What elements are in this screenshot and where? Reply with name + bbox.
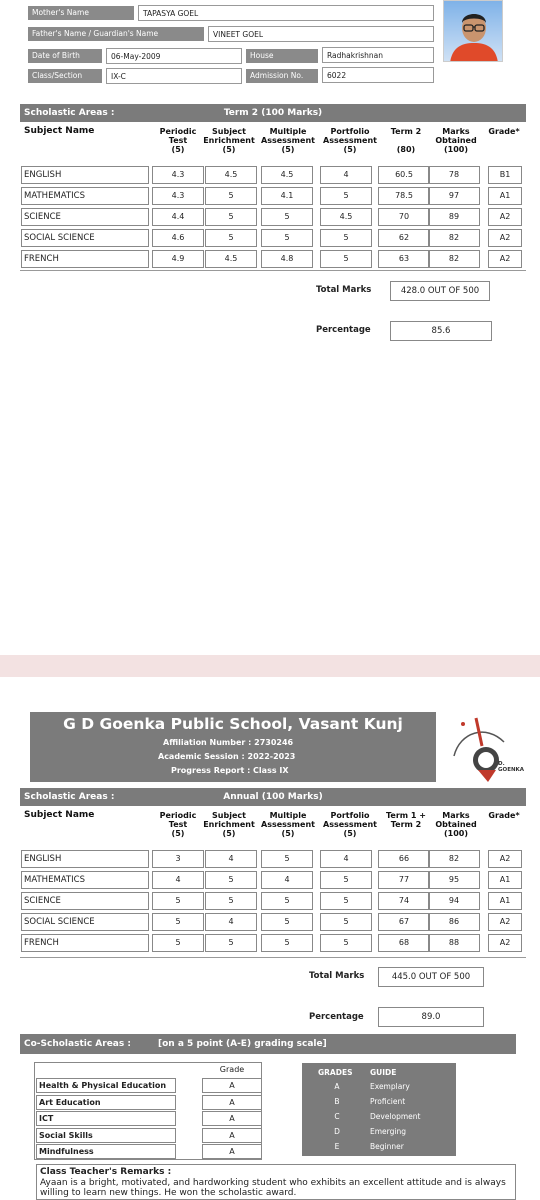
annual-header-7: Grade* [488, 811, 520, 820]
annual-cell-col6: 82 [428, 850, 480, 868]
school-logo [446, 712, 532, 784]
term2-cell-col6: 89 [428, 208, 480, 226]
term2-subject-name: MATHEMATICS [21, 187, 149, 205]
term2-subject-name: FRENCH [21, 250, 149, 268]
annual-cell-col3: 5 [261, 892, 313, 910]
term2-cell-col6: 97 [428, 187, 480, 205]
mother-name-value: TAPASYA GOEL [138, 5, 434, 21]
annual-cell-col2: 5 [205, 934, 257, 952]
guide-grade-letter: A [334, 1082, 340, 1091]
annual-band [20, 788, 526, 806]
term2-cell-col5: 62 [378, 229, 430, 247]
term2-cell-col3: 5 [261, 229, 313, 247]
school-logo-text: D. GOENKA [498, 761, 525, 773]
term2-cell-col6: 82 [428, 250, 480, 268]
annual-cell-col6: 94 [428, 892, 480, 910]
term2-subject-name: SCIENCE [21, 208, 149, 226]
term2-cell-col6: 78 [428, 166, 480, 184]
term2-cell-col2: 5 [205, 208, 257, 226]
term2-header-5: Term 2 (80) [390, 127, 422, 154]
annual-header-1: Periodic Test (5) [159, 811, 197, 838]
annual-cell-col6: 86 [428, 913, 480, 931]
term2-percentage-label: Percentage [316, 325, 371, 335]
coscholastic-grade: A [202, 1111, 262, 1126]
term2-cell-col1: 4.6 [152, 229, 204, 247]
term2-cell-col6: 82 [428, 229, 480, 247]
term2-cell-col2: 4.5 [205, 166, 257, 184]
annual-cell-col5: 67 [378, 913, 430, 931]
guide-grade-letter: B [334, 1097, 340, 1106]
annual-cell-col7: A1 [488, 871, 522, 889]
term2-subject-name: ENGLISH [21, 166, 149, 184]
annual-subject-name: SOCIAL SCIENCE [21, 913, 149, 931]
term2-header-7: Grade* [488, 127, 520, 136]
annual-header-4: Portfolio Assessment (5) [323, 811, 377, 838]
annual-header-0: Subject Name [24, 810, 95, 820]
annual-band-left: Scholastic Areas : [24, 792, 115, 802]
annual-subject-name: FRENCH [21, 934, 149, 952]
guide-grade-letter: D [334, 1127, 340, 1136]
annual-header-6: Marks Obtained (100) [435, 811, 477, 838]
term2-cell-col4: 5 [320, 187, 372, 205]
term2-cell-col7: A1 [488, 187, 522, 205]
term2-cell-col3: 4.5 [261, 166, 313, 184]
coscholastic-grade-header: Grade [219, 1065, 245, 1074]
term2-header-4: Portfolio Assessment (5) [323, 127, 377, 154]
annual-cell-col3: 5 [261, 850, 313, 868]
annual-cell-col1: 5 [152, 892, 204, 910]
guide-grades-header: GRADES [318, 1068, 353, 1077]
progress-report: Progress Report : Class IX [171, 766, 289, 775]
term2-band-title: Term 2 (100 Marks) [223, 108, 323, 118]
term2-cell-col2: 4.5 [205, 250, 257, 268]
annual-subject-name: ENGLISH [21, 850, 149, 868]
coscholastic-subject: Health & Physical Education [36, 1078, 176, 1093]
coscholastic-subject: Social Skills [36, 1128, 176, 1143]
term2-cell-col1: 4.3 [152, 166, 204, 184]
page-break [0, 655, 540, 677]
admission-label: Admission No. [246, 69, 318, 83]
annual-subject-name: SCIENCE [21, 892, 149, 910]
term2-cell-col7: A2 [488, 250, 522, 268]
annual-cell-col3: 5 [261, 934, 313, 952]
father-name-label: Father's Name / Guardian's Name [28, 27, 204, 41]
term2-header-3: Multiple Assessment (5) [261, 127, 315, 154]
term2-header-0: Subject Name [24, 126, 95, 136]
term2-cell-col3: 4.8 [261, 250, 313, 268]
guide-grade-meaning: Emerging [370, 1127, 406, 1136]
term2-cell-col7: B1 [488, 166, 522, 184]
term2-cell-col2: 5 [205, 229, 257, 247]
annual-cell-col7: A1 [488, 892, 522, 910]
term2-cell-col1: 4.4 [152, 208, 204, 226]
guide-grade-letter: C [334, 1112, 340, 1121]
dob-value: 06-May-2009 [106, 48, 242, 64]
annual-percentage-value: 89.0 [378, 1007, 484, 1027]
class-section-value: IX-C [106, 68, 242, 84]
term2-cell-col1: 4.9 [152, 250, 204, 268]
remarks-label: Class Teacher's Remarks : [40, 1167, 172, 1177]
term2-header-1: Periodic Test (5) [159, 127, 197, 154]
coscholastic-band [20, 1034, 516, 1054]
school-name: G D Goenka Public School, Vasant Kunj [63, 715, 403, 733]
annual-cell-col2: 5 [205, 892, 257, 910]
remarks-text: Ayaan is a bright, motivated, and hardworking student who exhibits an excellent attitude and is always willing to learn new things. He won the scholastic award. [40, 1177, 506, 1198]
affiliation-number: Affiliation Number : 2730246 [163, 738, 294, 747]
term2-cell-col5: 70 [378, 208, 430, 226]
term2-subject-name: SOCIAL SCIENCE [21, 229, 149, 247]
annual-cell-col3: 4 [261, 871, 313, 889]
mother-name-label: Mother's Name [28, 6, 134, 20]
annual-cell-col1: 3 [152, 850, 204, 868]
term2-cell-col4: 4 [320, 166, 372, 184]
annual-band-title: Annual (100 Marks) [223, 792, 323, 802]
annual-cell-col4: 4 [320, 850, 372, 868]
coscholastic-grade: A [202, 1078, 262, 1093]
term2-cell-col5: 78.5 [378, 187, 430, 205]
annual-cell-col6: 95 [428, 871, 480, 889]
annual-bottom-rule [20, 957, 526, 958]
annual-cell-col7: A2 [488, 934, 522, 952]
annual-total-value: 445.0 OUT OF 500 [378, 967, 484, 987]
term2-cell-col1: 4.3 [152, 187, 204, 205]
class-section-label: Class/Section [28, 69, 102, 83]
annual-header-2: Subject Enrichment (5) [203, 811, 255, 838]
term2-percentage-value: 85.6 [390, 321, 492, 341]
grades-guide [302, 1063, 456, 1156]
term2-header-2: Subject Enrichment (5) [203, 127, 255, 154]
student-photo [443, 0, 503, 62]
annual-cell-col2: 4 [205, 913, 257, 931]
annual-cell-col4: 5 [320, 913, 372, 931]
term2-header-6: Marks Obtained (100) [435, 127, 477, 154]
annual-total-label: Total Marks [309, 971, 365, 981]
guide-grade-meaning: Development [370, 1112, 421, 1121]
term2-band-left: Scholastic Areas : [24, 108, 115, 118]
coscholastic-subject: ICT [36, 1111, 176, 1126]
annual-cell-col5: 74 [378, 892, 430, 910]
term2-cell-col4: 4.5 [320, 208, 372, 226]
annual-cell-col5: 68 [378, 934, 430, 952]
guide-grade-letter: E [334, 1142, 340, 1151]
school-header [30, 712, 436, 782]
house-value: Radhakrishnan [322, 47, 434, 63]
annual-cell-col5: 77 [378, 871, 430, 889]
term2-total-label: Total Marks [316, 285, 372, 295]
annual-cell-col1: 4 [152, 871, 204, 889]
admission-value: 6022 [322, 67, 434, 83]
guide-guide-header: GUIDE [370, 1068, 397, 1077]
guide-grade-meaning: Proficient [370, 1097, 406, 1106]
house-label: House [246, 49, 318, 63]
coscholastic-grade: A [202, 1128, 262, 1143]
annual-header-5: Term 1 + Term 2 [386, 811, 426, 829]
annual-cell-col1: 5 [152, 913, 204, 931]
annual-subject-name: MATHEMATICS [21, 871, 149, 889]
guide-grade-meaning: Beginner [370, 1142, 404, 1151]
coscholastic-subject: Art Education [36, 1095, 176, 1110]
academic-session: Academic Session : 2022-2023 [158, 752, 296, 761]
teacher-remarks [36, 1164, 516, 1200]
term2-total-value: 428.0 OUT OF 500 [390, 281, 490, 301]
annual-cell-col3: 5 [261, 913, 313, 931]
annual-cell-col1: 5 [152, 934, 204, 952]
term2-cell-col3: 4.1 [261, 187, 313, 205]
term2-cell-col2: 5 [205, 187, 257, 205]
annual-cell-col4: 5 [320, 934, 372, 952]
annual-cell-col4: 5 [320, 892, 372, 910]
term2-band [20, 104, 526, 122]
term2-cell-col7: A2 [488, 229, 522, 247]
coscholastic-grade: A [202, 1144, 262, 1159]
annual-cell-col6: 88 [428, 934, 480, 952]
term2-bottom-rule [20, 270, 526, 271]
coscholastic-subject: Mindfulness [36, 1144, 176, 1159]
term2-cell-col4: 5 [320, 229, 372, 247]
father-name-value: VINEET GOEL [208, 26, 434, 42]
annual-cell-col5: 66 [378, 850, 430, 868]
guide-grade-meaning: Exemplary [370, 1082, 410, 1091]
annual-cell-col2: 4 [205, 850, 257, 868]
annual-cell-col2: 5 [205, 871, 257, 889]
annual-cell-col7: A2 [488, 850, 522, 868]
dob-label: Date of Birth [28, 49, 102, 63]
coscholastic-band-note: [on a 5 point (A-E) grading scale] [158, 1039, 327, 1049]
annual-percentage-label: Percentage [309, 1012, 364, 1022]
term2-cell-col5: 60.5 [378, 166, 430, 184]
term2-cell-col7: A2 [488, 208, 522, 226]
annual-cell-col7: A2 [488, 913, 522, 931]
coscholastic-band-left: Co-Scholastic Areas : [24, 1039, 131, 1049]
term2-cell-col5: 63 [378, 250, 430, 268]
coscholastic-grade: A [202, 1095, 262, 1110]
annual-header-3: Multiple Assessment (5) [261, 811, 315, 838]
term2-cell-col3: 5 [261, 208, 313, 226]
annual-cell-col4: 5 [320, 871, 372, 889]
term2-cell-col4: 5 [320, 250, 372, 268]
